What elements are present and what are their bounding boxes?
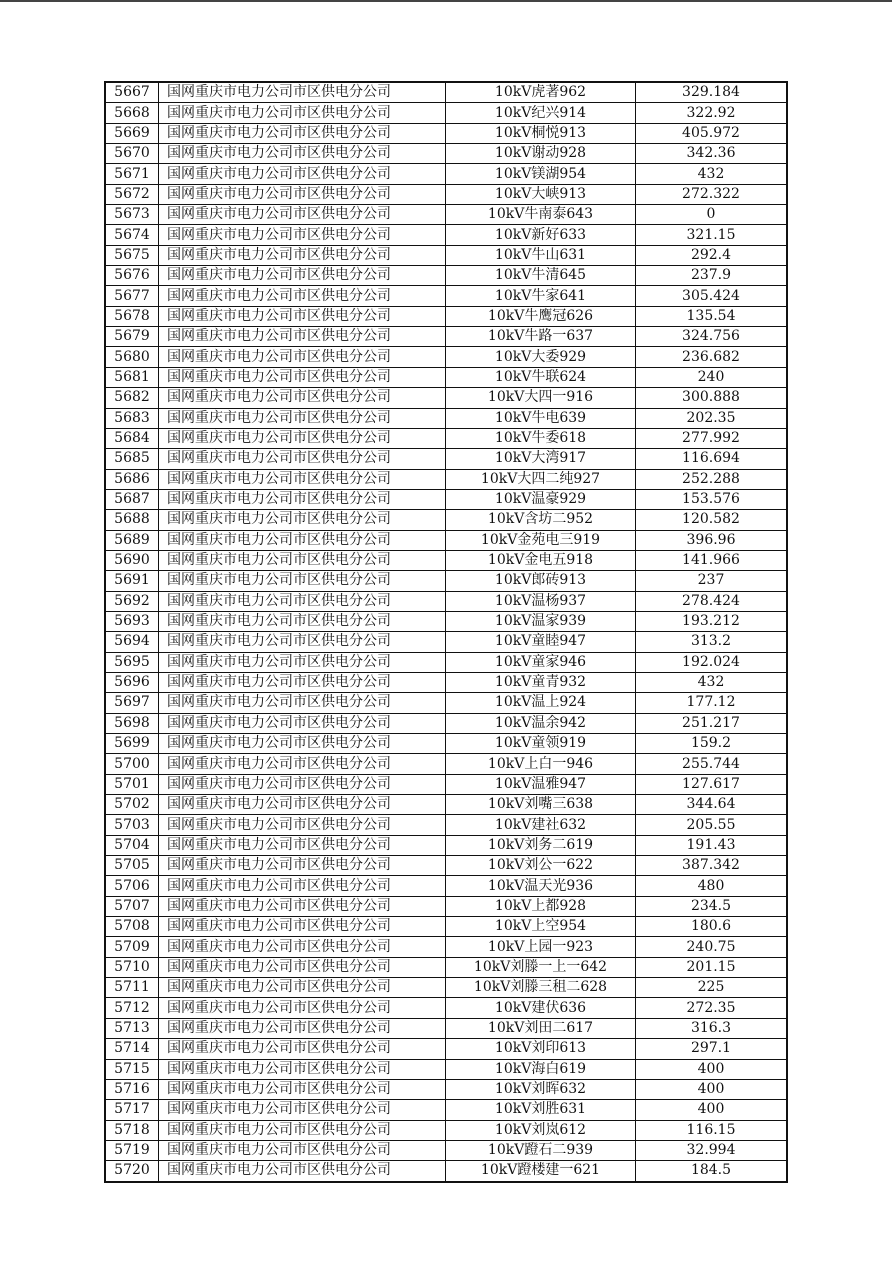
row-number-cell: 5694 [105, 632, 159, 652]
table-row [105, 1059, 787, 1079]
value-cell: 329.184 [636, 82, 788, 103]
line-name-cell: 10kV大委929 [446, 347, 636, 367]
row-number-cell: 5701 [105, 774, 159, 794]
line-name-cell: 10kV刘胜631 [446, 1100, 636, 1120]
page-top-border [0, 0, 892, 2]
company-cell: 国网重庆市电力公司市区供电分公司 [159, 1079, 446, 1099]
company-cell: 国网重庆市电力公司市区供电分公司 [159, 449, 446, 469]
table-row [105, 652, 787, 672]
row-number-cell: 5696 [105, 672, 159, 692]
data-table [104, 81, 788, 1183]
value-cell: 313.2 [636, 632, 788, 652]
row-number-cell: 5687 [105, 489, 159, 509]
value-cell: 159.2 [636, 734, 788, 754]
row-number-cell: 5675 [105, 245, 159, 265]
line-name-cell: 10kV金电五918 [446, 550, 636, 570]
line-name-cell: 10kV新好633 [446, 225, 636, 245]
table-row [105, 184, 787, 204]
value-cell: 252.288 [636, 469, 788, 489]
row-number-cell: 5710 [105, 957, 159, 977]
row-number-cell: 5703 [105, 815, 159, 835]
value-cell: 240 [636, 367, 788, 387]
row-number-cell: 5714 [105, 1039, 159, 1059]
value-cell: 205.55 [636, 815, 788, 835]
line-name-cell: 10kV牛南泰643 [446, 205, 636, 225]
table-row [105, 998, 787, 1018]
row-number-cell: 5671 [105, 164, 159, 184]
company-cell: 国网重庆市电力公司市区供电分公司 [159, 1120, 446, 1140]
value-cell: 32.994 [636, 1140, 788, 1160]
company-cell: 国网重庆市电力公司市区供电分公司 [159, 103, 446, 123]
value-cell: 272.322 [636, 184, 788, 204]
company-cell: 国网重庆市电力公司市区供电分公司 [159, 184, 446, 204]
line-name-cell: 10kV童领919 [446, 734, 636, 754]
line-name-cell: 10kV上空954 [446, 917, 636, 937]
company-cell: 国网重庆市电力公司市区供电分公司 [159, 164, 446, 184]
table-row [105, 611, 787, 631]
value-cell: 184.5 [636, 1161, 788, 1182]
row-number-cell: 5699 [105, 734, 159, 754]
table-row [105, 82, 787, 103]
company-cell: 国网重庆市电力公司市区供电分公司 [159, 998, 446, 1018]
value-cell: 236.682 [636, 347, 788, 367]
line-name-cell: 10kV大峡913 [446, 184, 636, 204]
value-cell: 297.1 [636, 1039, 788, 1059]
value-cell: 116.694 [636, 449, 788, 469]
line-name-cell: 10kV刘公一622 [446, 856, 636, 876]
table-row [105, 469, 787, 489]
company-cell: 国网重庆市电力公司市区供电分公司 [159, 205, 446, 225]
line-name-cell: 10kV建社632 [446, 815, 636, 835]
row-number-cell: 5670 [105, 144, 159, 164]
line-name-cell: 10kV刘岚612 [446, 1120, 636, 1140]
table-row [105, 937, 787, 957]
value-cell: 234.5 [636, 896, 788, 916]
table-row [105, 144, 787, 164]
row-number-cell: 5668 [105, 103, 159, 123]
company-cell: 国网重庆市电力公司市区供电分公司 [159, 672, 446, 692]
company-cell: 国网重庆市电力公司市区供电分公司 [159, 876, 446, 896]
line-name-cell: 10kV温家939 [446, 611, 636, 631]
table-row [105, 672, 787, 692]
company-cell: 国网重庆市电力公司市区供电分公司 [159, 754, 446, 774]
row-number-cell: 5667 [105, 82, 159, 103]
table-row [105, 856, 787, 876]
company-cell: 国网重庆市电力公司市区供电分公司 [159, 591, 446, 611]
value-cell: 201.15 [636, 957, 788, 977]
company-cell: 国网重庆市电力公司市区供电分公司 [159, 367, 446, 387]
line-name-cell: 10kV温豪929 [446, 489, 636, 509]
table-body [105, 82, 787, 1182]
value-cell: 400 [636, 1079, 788, 1099]
value-cell: 432 [636, 672, 788, 692]
line-name-cell: 10kV上白一946 [446, 754, 636, 774]
value-cell: 225 [636, 978, 788, 998]
value-cell: 120.582 [636, 510, 788, 530]
row-number-cell: 5686 [105, 469, 159, 489]
table-row [105, 1079, 787, 1099]
company-cell: 国网重庆市电力公司市区供电分公司 [159, 978, 446, 998]
line-name-cell: 10kV牛路一637 [446, 327, 636, 347]
row-number-cell: 5677 [105, 286, 159, 306]
company-cell: 国网重庆市电力公司市区供电分公司 [159, 815, 446, 835]
company-cell: 国网重庆市电力公司市区供电分公司 [159, 1161, 446, 1182]
line-name-cell: 10kV温余942 [446, 713, 636, 733]
table-row [105, 1039, 787, 1059]
value-cell: 177.12 [636, 693, 788, 713]
table-row [105, 347, 787, 367]
value-cell: 342.36 [636, 144, 788, 164]
value-cell: 316.3 [636, 1018, 788, 1038]
value-cell: 396.96 [636, 530, 788, 550]
table-row [105, 103, 787, 123]
table-row [105, 795, 787, 815]
row-number-cell: 5688 [105, 510, 159, 530]
company-cell: 国网重庆市电力公司市区供电分公司 [159, 1039, 446, 1059]
line-name-cell: 10kV含坊二952 [446, 510, 636, 530]
value-cell: 400 [636, 1059, 788, 1079]
table-row [105, 367, 787, 387]
company-cell: 国网重庆市电力公司市区供电分公司 [159, 327, 446, 347]
value-cell: 192.024 [636, 652, 788, 672]
table-row [105, 286, 787, 306]
company-cell: 国网重庆市电力公司市区供电分公司 [159, 550, 446, 570]
value-cell: 305.424 [636, 286, 788, 306]
company-cell: 国网重庆市电力公司市区供电分公司 [159, 917, 446, 937]
value-cell: 405.972 [636, 123, 788, 143]
value-cell: 432 [636, 164, 788, 184]
company-cell: 国网重庆市电力公司市区供电分公司 [159, 1100, 446, 1120]
table-row [105, 713, 787, 733]
row-number-cell: 5706 [105, 876, 159, 896]
company-cell: 国网重庆市电力公司市区供电分公司 [159, 286, 446, 306]
table-row [105, 245, 787, 265]
company-cell: 国网重庆市电力公司市区供电分公司 [159, 937, 446, 957]
table-row [105, 123, 787, 143]
row-number-cell: 5716 [105, 1079, 159, 1099]
company-cell: 国网重庆市电力公司市区供电分公司 [159, 144, 446, 164]
company-cell: 国网重庆市电力公司市区供电分公司 [159, 652, 446, 672]
table-row [105, 225, 787, 245]
value-cell: 292.4 [636, 245, 788, 265]
line-name-cell: 10kV刘务二619 [446, 835, 636, 855]
table-row [105, 1120, 787, 1140]
table-row [105, 1018, 787, 1038]
company-cell: 国网重庆市电力公司市区供电分公司 [159, 489, 446, 509]
line-name-cell: 10kV温天光936 [446, 876, 636, 896]
table-row [105, 978, 787, 998]
row-number-cell: 5718 [105, 1120, 159, 1140]
value-cell: 251.217 [636, 713, 788, 733]
line-name-cell: 10kV牛清645 [446, 266, 636, 286]
row-number-cell: 5681 [105, 367, 159, 387]
value-cell: 191.43 [636, 835, 788, 855]
row-number-cell: 5700 [105, 754, 159, 774]
line-name-cell: 10kV刘田二617 [446, 1018, 636, 1038]
table-row [105, 164, 787, 184]
value-cell: 202.35 [636, 408, 788, 428]
row-number-cell: 5713 [105, 1018, 159, 1038]
company-cell: 国网重庆市电力公司市区供电分公司 [159, 734, 446, 754]
table-row [105, 408, 787, 428]
company-cell: 国网重庆市电力公司市区供电分公司 [159, 713, 446, 733]
table-row [105, 388, 787, 408]
table-row [105, 917, 787, 937]
line-name-cell: 10kV纪兴914 [446, 103, 636, 123]
line-name-cell: 10kV大四一916 [446, 388, 636, 408]
row-number-cell: 5717 [105, 1100, 159, 1120]
row-number-cell: 5678 [105, 306, 159, 326]
row-number-cell: 5674 [105, 225, 159, 245]
line-name-cell: 10kV虎著962 [446, 82, 636, 103]
line-name-cell: 10kV童睦947 [446, 632, 636, 652]
line-name-cell: 10kV牛联624 [446, 367, 636, 387]
table-row [105, 876, 787, 896]
line-name-cell: 10kV温雅947 [446, 774, 636, 794]
company-cell: 国网重庆市电力公司市区供电分公司 [159, 632, 446, 652]
table-row [105, 693, 787, 713]
value-cell: 237.9 [636, 266, 788, 286]
row-number-cell: 5679 [105, 327, 159, 347]
company-cell: 国网重庆市电力公司市区供电分公司 [159, 306, 446, 326]
company-cell: 国网重庆市电力公司市区供电分公司 [159, 611, 446, 631]
table-row [105, 530, 787, 550]
company-cell: 国网重庆市电力公司市区供电分公司 [159, 957, 446, 977]
value-cell: 277.992 [636, 428, 788, 448]
line-name-cell: 10kV金苑电三919 [446, 530, 636, 550]
row-number-cell: 5685 [105, 449, 159, 469]
table-row [105, 835, 787, 855]
row-number-cell: 5720 [105, 1161, 159, 1182]
company-cell: 国网重庆市电力公司市区供电分公司 [159, 245, 446, 265]
line-name-cell: 10kV温杨937 [446, 591, 636, 611]
row-number-cell: 5683 [105, 408, 159, 428]
row-number-cell: 5684 [105, 428, 159, 448]
row-number-cell: 5672 [105, 184, 159, 204]
company-cell: 国网重庆市电力公司市区供电分公司 [159, 795, 446, 815]
row-number-cell: 5690 [105, 550, 159, 570]
table-row [105, 957, 787, 977]
company-cell: 国网重庆市电力公司市区供电分公司 [159, 571, 446, 591]
value-cell: 0 [636, 205, 788, 225]
company-cell: 国网重庆市电力公司市区供电分公司 [159, 856, 446, 876]
line-name-cell: 10kV刘滕一上一642 [446, 957, 636, 977]
company-cell: 国网重庆市电力公司市区供电分公司 [159, 1018, 446, 1038]
line-name-cell: 10kV镁湖954 [446, 164, 636, 184]
value-cell: 240.75 [636, 937, 788, 957]
table-row [105, 1161, 787, 1182]
line-name-cell: 10kV蹬楼建一621 [446, 1161, 636, 1182]
table-row [105, 632, 787, 652]
table-row [105, 489, 787, 509]
row-number-cell: 5691 [105, 571, 159, 591]
row-number-cell: 5673 [105, 205, 159, 225]
value-cell: 116.15 [636, 1120, 788, 1140]
company-cell: 国网重庆市电力公司市区供电分公司 [159, 428, 446, 448]
table-row [105, 205, 787, 225]
line-name-cell: 10kV牛鹰冠626 [446, 306, 636, 326]
company-cell: 国网重庆市电力公司市区供电分公司 [159, 774, 446, 794]
line-name-cell: 10kV蹬石二939 [446, 1140, 636, 1160]
company-cell: 国网重庆市电力公司市区供电分公司 [159, 693, 446, 713]
value-cell: 153.576 [636, 489, 788, 509]
table-row [105, 754, 787, 774]
company-cell: 国网重庆市电力公司市区供电分公司 [159, 510, 446, 530]
table-row [105, 449, 787, 469]
row-number-cell: 5712 [105, 998, 159, 1018]
line-name-cell: 10kV刘晖632 [446, 1079, 636, 1099]
line-name-cell: 10kV建伏636 [446, 998, 636, 1018]
row-number-cell: 5709 [105, 937, 159, 957]
value-cell: 344.64 [636, 795, 788, 815]
company-cell: 国网重庆市电力公司市区供电分公司 [159, 1059, 446, 1079]
value-cell: 141.966 [636, 550, 788, 570]
table-row [105, 1100, 787, 1120]
company-cell: 国网重庆市电力公司市区供电分公司 [159, 408, 446, 428]
row-number-cell: 5692 [105, 591, 159, 611]
value-cell: 193.212 [636, 611, 788, 631]
row-number-cell: 5669 [105, 123, 159, 143]
value-cell: 127.617 [636, 774, 788, 794]
company-cell: 国网重庆市电力公司市区供电分公司 [159, 225, 446, 245]
row-number-cell: 5695 [105, 652, 159, 672]
line-name-cell: 10kV谢动928 [446, 144, 636, 164]
value-cell: 321.15 [636, 225, 788, 245]
row-number-cell: 5715 [105, 1059, 159, 1079]
line-name-cell: 10kV牛电639 [446, 408, 636, 428]
table-row [105, 266, 787, 286]
row-number-cell: 5702 [105, 795, 159, 815]
table-row [105, 550, 787, 570]
line-name-cell: 10kV刘印613 [446, 1039, 636, 1059]
value-cell: 387.342 [636, 856, 788, 876]
company-cell: 国网重庆市电力公司市区供电分公司 [159, 530, 446, 550]
value-cell: 400 [636, 1100, 788, 1120]
value-cell: 278.424 [636, 591, 788, 611]
row-number-cell: 5708 [105, 917, 159, 937]
value-cell: 300.888 [636, 388, 788, 408]
row-number-cell: 5693 [105, 611, 159, 631]
company-cell: 国网重庆市电力公司市区供电分公司 [159, 123, 446, 143]
table-row [105, 734, 787, 754]
table-row [105, 327, 787, 347]
line-name-cell: 10kV童家946 [446, 652, 636, 672]
line-name-cell: 10kV大湾917 [446, 449, 636, 469]
line-name-cell: 10kV童青932 [446, 672, 636, 692]
table-row [105, 1140, 787, 1160]
company-cell: 国网重庆市电力公司市区供电分公司 [159, 896, 446, 916]
row-number-cell: 5704 [105, 835, 159, 855]
row-number-cell: 5697 [105, 693, 159, 713]
line-name-cell: 10kV温上924 [446, 693, 636, 713]
value-cell: 322.92 [636, 103, 788, 123]
line-name-cell: 10kV大四二纯927 [446, 469, 636, 489]
value-cell: 237 [636, 571, 788, 591]
row-number-cell: 5707 [105, 896, 159, 916]
row-number-cell: 5689 [105, 530, 159, 550]
line-name-cell: 10kV海白619 [446, 1059, 636, 1079]
company-cell: 国网重庆市电力公司市区供电分公司 [159, 469, 446, 489]
line-name-cell: 10kV牛山631 [446, 245, 636, 265]
table-row [105, 571, 787, 591]
table-row [105, 591, 787, 611]
row-number-cell: 5711 [105, 978, 159, 998]
company-cell: 国网重庆市电力公司市区供电分公司 [159, 82, 446, 103]
line-name-cell: 10kV牛家641 [446, 286, 636, 306]
company-cell: 国网重庆市电力公司市区供电分公司 [159, 1140, 446, 1160]
value-cell: 480 [636, 876, 788, 896]
company-cell: 国网重庆市电力公司市区供电分公司 [159, 347, 446, 367]
table-row [105, 815, 787, 835]
table-row [105, 306, 787, 326]
line-name-cell: 10kV桐悦913 [446, 123, 636, 143]
table-row [105, 510, 787, 530]
row-number-cell: 5676 [105, 266, 159, 286]
company-cell: 国网重庆市电力公司市区供电分公司 [159, 266, 446, 286]
row-number-cell: 5680 [105, 347, 159, 367]
line-name-cell: 10kV牛委618 [446, 428, 636, 448]
value-cell: 135.54 [636, 306, 788, 326]
value-cell: 324.756 [636, 327, 788, 347]
row-number-cell: 5698 [105, 713, 159, 733]
value-cell: 255.744 [636, 754, 788, 774]
line-name-cell: 10kV上都928 [446, 896, 636, 916]
line-name-cell: 10kV刘嘴三638 [446, 795, 636, 815]
row-number-cell: 5682 [105, 388, 159, 408]
value-cell: 180.6 [636, 917, 788, 937]
table-row [105, 774, 787, 794]
row-number-cell: 5719 [105, 1140, 159, 1160]
table-row [105, 428, 787, 448]
row-number-cell: 5705 [105, 856, 159, 876]
line-name-cell: 10kV上园一923 [446, 937, 636, 957]
line-name-cell: 10kV郎砖913 [446, 571, 636, 591]
value-cell: 272.35 [636, 998, 788, 1018]
company-cell: 国网重庆市电力公司市区供电分公司 [159, 388, 446, 408]
table-row [105, 896, 787, 916]
company-cell: 国网重庆市电力公司市区供电分公司 [159, 835, 446, 855]
line-name-cell: 10kV刘滕三租二628 [446, 978, 636, 998]
